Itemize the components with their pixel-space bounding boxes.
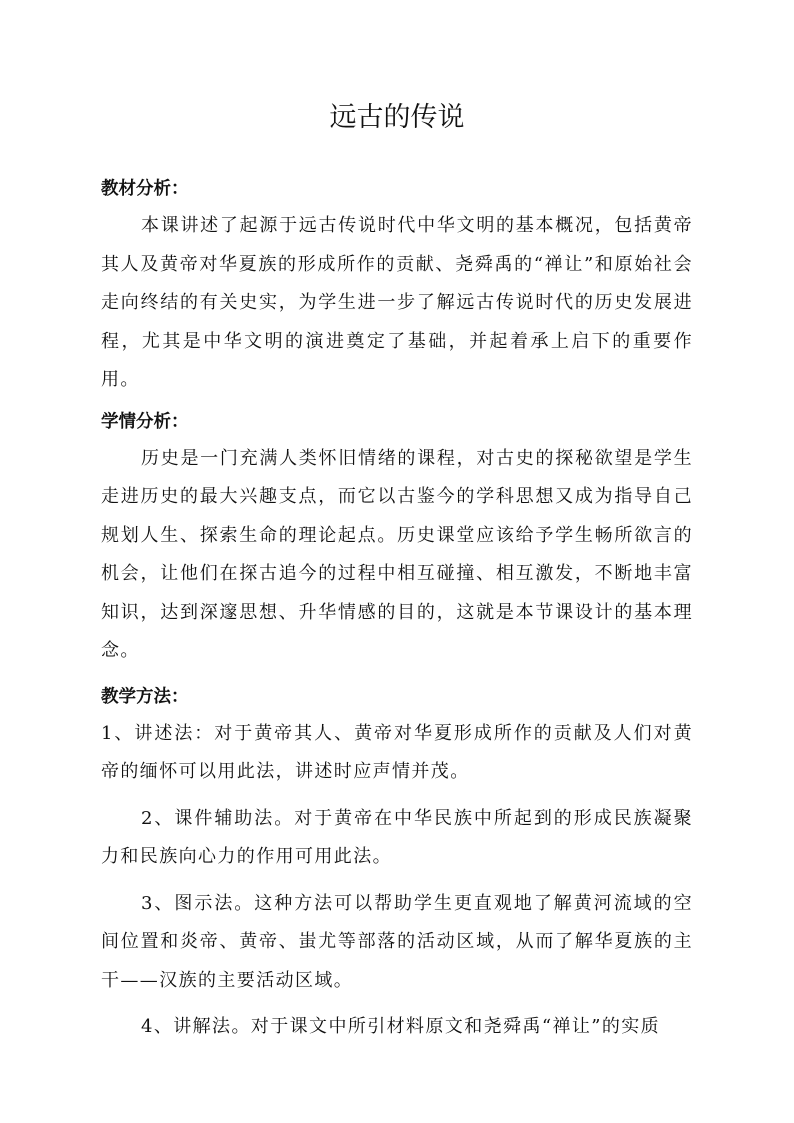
document-title: 远古的传说 xyxy=(329,102,465,133)
section-heading-textbook-analysis: 教材分析： xyxy=(101,179,189,199)
section-heading-learner-analysis: 学情分析： xyxy=(101,411,189,432)
method-item-explanation: 4、讲解法。对于课文中所引材料原文和尧舜禹“禅让”的实质 xyxy=(141,1016,661,1037)
document-body xyxy=(101,171,693,1047)
method-item-courseware: 2、课件辅助法。对于黄帝在中华民族中所起到的形成民族凝聚力和民族向心力的作用可用此法。 xyxy=(101,807,693,867)
method-item-narration: 1、讲述法：对于黄帝其人、黄帝对华夏形成所作的贡献及人们对黄帝的缅怀可以用此法，讲述时应声情并茂。 xyxy=(101,722,693,782)
method-item-diagram: 3、图示法。这种方法可以帮助学生更直观地了解黄河流域的空间位置和炎帝、黄帝、蚩尤等部落的活动区域，从而了解华夏族的主干——汉族的主要活动区域。 xyxy=(101,892,693,991)
section-heading-teaching-methods: 教学方法： xyxy=(101,686,189,707)
paragraph-learner-analysis: 历史是一门充满人类怀旧情绪的课程，对古史的探秘欲望是学生走进历史的最大兴趣支点，而它以古鉴今的学科思想又成为指导自己规划人生、探索生命的理论起点。历史课堂应该给予学生畅所欲言的机会，让他们在探古追今的过程中相互碰撞、相互激发，不断地丰富知识，达到深邃思想、升华情感的目的，这就是本节课设计的基本理念。 xyxy=(101,447,693,661)
paragraph-textbook-analysis: 本课讲述了起源于远古传说时代中华文明的基本概况，包括黄帝其人及黄帝对华夏族的形成所作的贡献、尧舜禹的“禅让”和原始社会走向终结的有关史实，为学生进一步了解远古传说时代的历史发展进程，尤其是中华文明的演进奠定了基础，并起着承上启下的重要作用。 xyxy=(101,215,693,390)
